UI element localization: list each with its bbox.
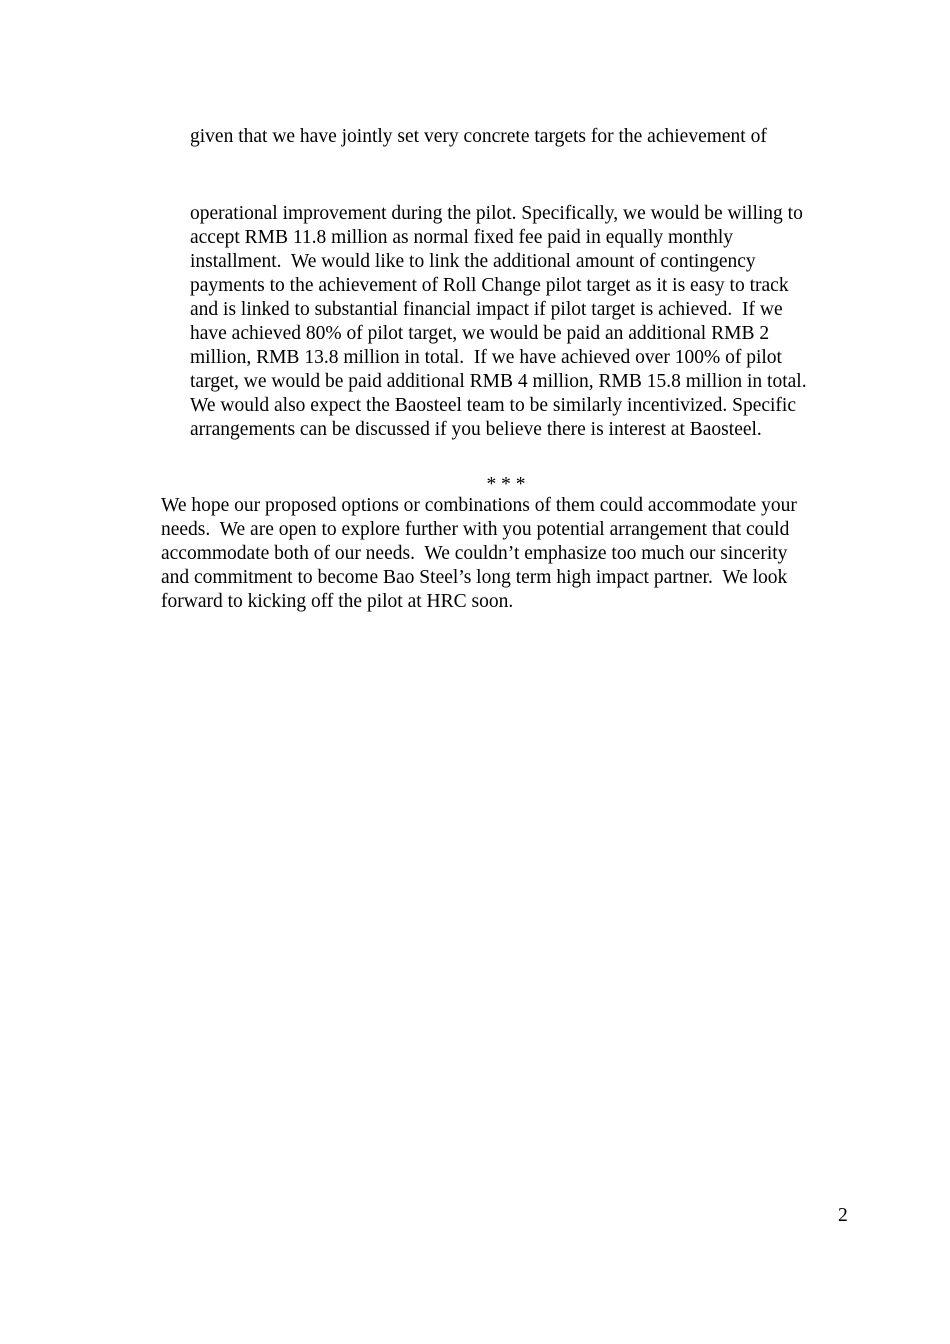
text-line: accommodate both of our needs. We couldn’t emphasize too much our sincerity [161, 543, 788, 564]
text-line: target, we would be paid additional RMB 4 million, RMB 15.8 million in total. [190, 371, 807, 392]
text-line: and is linked to substantial financial impact if pilot target is achieved. If we [190, 299, 783, 320]
text-line: accept RMB 11.8 million as normal fixed fee paid in equally monthly [190, 227, 733, 248]
text-line: payments to the achievement of Roll Change pilot target as it is easy to track [190, 275, 789, 296]
text-line-continuation: given that we have jointly set very concrete targets for the achievement of [190, 126, 767, 147]
text-line: million, RMB 13.8 million in total. If we have achieved over 100% of pilot [190, 347, 782, 368]
text-line: forward to kicking off the pilot at HRC soon. [161, 591, 514, 612]
text-line: arrangements can be discussed if you believe there is interest at Baosteel. [190, 419, 762, 440]
text-line: operational improvement during the pilot. Specifically, we would be willing to [190, 203, 803, 224]
page-number: 2 [838, 1204, 848, 1226]
text-line: We would also expect the Baosteel team to be similarly incentivized. Specific [190, 395, 796, 416]
text-line: needs. We are open to explore further with you potential arrangement that could [161, 519, 790, 540]
text-line: have achieved 80% of pilot target, we would be paid an additional RMB 2 [190, 323, 770, 344]
text-line: and commitment to become Bao Steel’s long term high impact partner. We look [161, 567, 788, 588]
text-line: We hope our proposed options or combinations of them could accommodate your [161, 495, 797, 516]
text-line: installment. We would like to link the additional amount of contingency [190, 251, 756, 272]
section-separator: * * * [486, 473, 526, 495]
